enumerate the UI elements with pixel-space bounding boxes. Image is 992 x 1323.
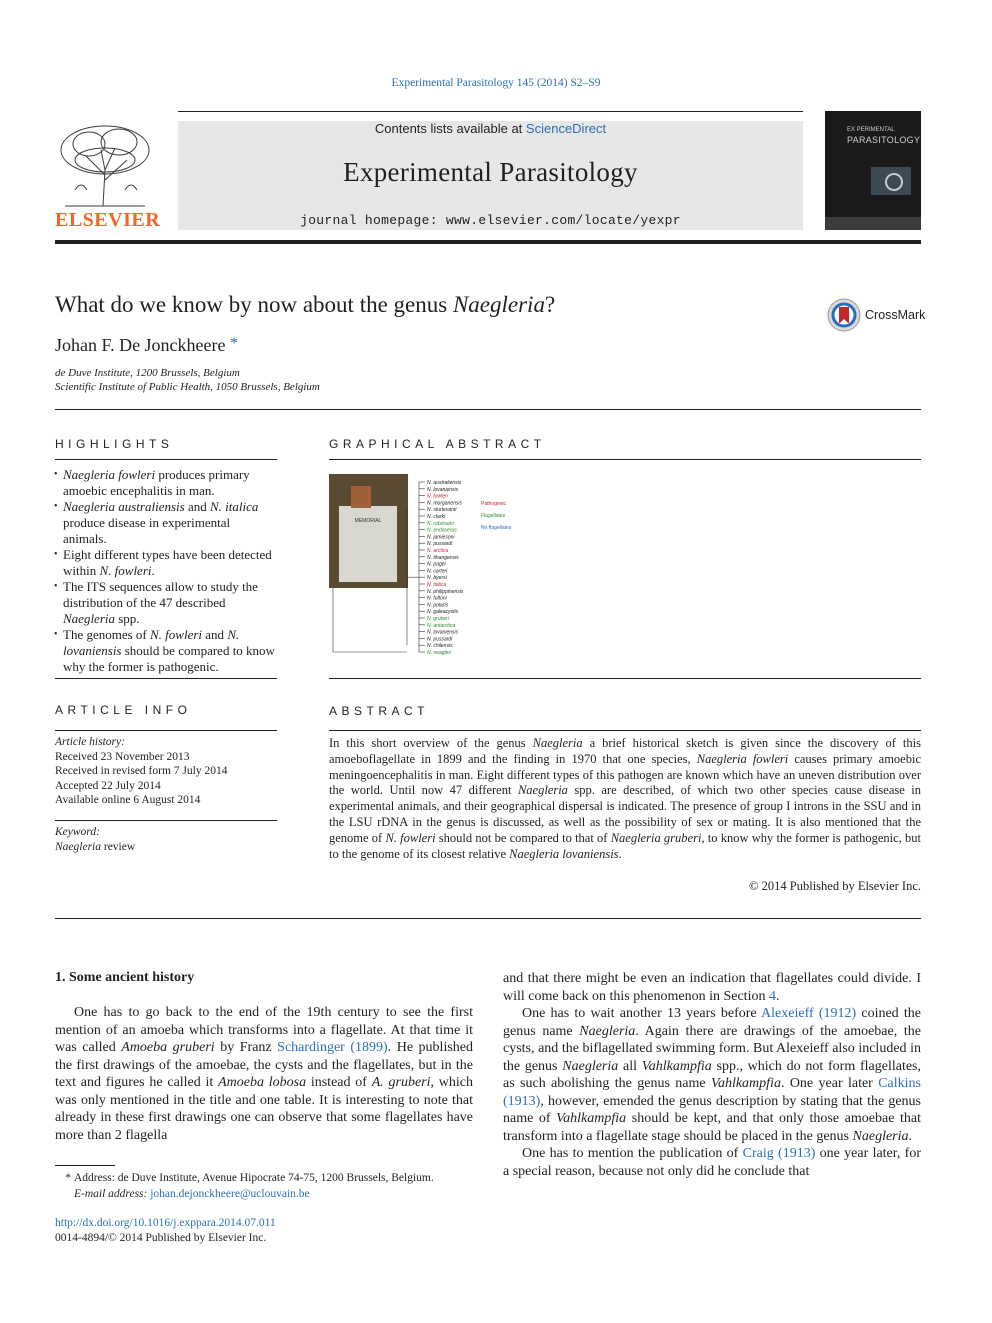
highlight-item: • Eight different types have been detected within N. fowleri. [55, 547, 277, 579]
taxon-label: N. pussardi [427, 636, 453, 643]
footnote [55, 1170, 475, 1202]
taxon-label: N. jamiesoni [427, 534, 455, 541]
crossmark-label: CrossMark [865, 308, 926, 322]
abstract-heading: ABSTRACT [329, 704, 430, 718]
crossmark-icon [827, 298, 863, 334]
affiliation-2: Scientific Institute of Public Health, 1050 Brussels, Belgium [55, 381, 320, 393]
taxon-label: N. arctica [427, 548, 449, 554]
taxon-label: N. lovaniensis [427, 629, 459, 636]
taxon-label: N. carteri [427, 568, 448, 575]
revised-date: Received in revised form 7 July 2014 [55, 765, 228, 777]
journal-cover[interactable] [825, 111, 921, 230]
abstract-rule [329, 730, 921, 731]
highlights-heading: HIGHLIGHTS [55, 437, 174, 451]
ref-calkins[interactable]: Calkins (1913) [503, 1076, 921, 1109]
taxon-label: N. antarctica [427, 622, 456, 629]
accepted-date: Accepted 22 July 2014 [55, 779, 161, 792]
sciencedirect-link[interactable]: ScienceDirect [525, 121, 607, 136]
taxon-label: N. galeacystis [427, 609, 459, 616]
body-column-left: One has to go back to the end of the 19th century to see the first mention of an amoeba which transforms into a flagellate. At that time it was called Amoeba gruberi by Franz Schardinger (1899). He published the first drawings of the amoebae, the cysts and the flagellates, but in the text and figures he called it Amoeba lobosa instead of A. gruberi, which was only mentioned in the title and one table. It is interesting to note that already in these first drawings one can observe that some flagellates have more than 2 flagella [55, 1005, 474, 1143]
taxon-label: N. polaris [427, 602, 449, 609]
taxon-label: N. neagleri [427, 650, 452, 656]
elsevier-tree-logo [55, 120, 155, 208]
taxon-label: N. pagei [427, 561, 446, 568]
history-rule [55, 820, 277, 821]
email-label: E-mail address: [74, 1188, 148, 1200]
cover-footer-band [825, 217, 921, 230]
affiliation-1: de Duve Institute, 1200 Brussels, Belgium [55, 367, 240, 379]
footnote-address: Address: de Duve Institute, Avenue Hipocrate 74-75, 1200 Brussels, Belgium. [74, 1172, 434, 1184]
taxon-label: N. clarki [427, 514, 446, 520]
ref-craig[interactable]: Craig (1913) [742, 1146, 816, 1161]
doi-block [55, 1216, 276, 1246]
article-info-heading: ARTICLE INFO [55, 703, 192, 717]
taxon-label: N. robinsoni [427, 520, 454, 527]
taxon-label: N. sturtevanti [427, 507, 457, 514]
contents-line: Contents lists available at ScienceDirect [374, 121, 607, 136]
taxon-label: N. chilensis [427, 643, 453, 650]
taxon-label: N. philippinensis [427, 588, 464, 595]
taxon-label: N. endoserus [427, 527, 457, 534]
journal-homepage[interactable]: journal homepage: www.elsevier.com/locate/yexpr [300, 213, 681, 228]
highlight-item: • The genomes of N. fowleri and N. lovaniensis should be compared to know why the former is pathogenic. [55, 627, 277, 675]
author-name[interactable]: Johan F. De Jonckheere * [55, 335, 239, 355]
ref-schardinger[interactable]: Schardinger (1899) [277, 1040, 388, 1055]
phylogenetic-tree [329, 474, 549, 664]
legend-entry: Pathogenic [481, 501, 507, 507]
highlight-item: • Naegleria fowleri produces primary amoebic encephalitis in man. [55, 467, 277, 499]
graphical-abstract-rule [329, 459, 921, 460]
taxon-label: N. morganensis [427, 500, 463, 507]
legend-entry: Flagellates [481, 513, 506, 519]
taxon-label: N. byersi [427, 575, 447, 582]
doi-link[interactable]: http://dx.doi.org/10.1016/j.exppara.2014.07.011 [55, 1217, 276, 1229]
ref-alexeieff[interactable]: Alexeieff (1912) [761, 1006, 857, 1021]
copyright-line: © 2014 Published by Elsevier Inc. [749, 879, 921, 893]
taxon-label: N. gruberi [427, 616, 449, 622]
section-1-heading: 1. Some ancient history [55, 970, 195, 985]
keyword-rest: review [101, 840, 136, 853]
ref-section-4[interactable]: 4 [768, 988, 776, 1004]
graphical-abstract-heading: GRAPHICAL ABSTRACT [329, 437, 546, 451]
article-history [55, 735, 227, 808]
footnote-mark: * [65, 1172, 71, 1184]
history-label: Article history: [55, 736, 125, 748]
taxon-label: N. pussardi [427, 541, 453, 548]
crossmark-badge[interactable] [827, 298, 927, 334]
journal-reference[interactable]: Experimental Parasitology 145 (2014) S2–S9 [391, 77, 601, 89]
article-info-rule [55, 730, 277, 731]
cover-small-text: EX PERIMENTAL [847, 127, 895, 133]
author-footnote-mark[interactable]: * [230, 335, 239, 352]
highlights-list [55, 467, 277, 675]
taxon-label: N. fultoni [427, 595, 447, 602]
taxon-label: N. lovaniensis [427, 486, 459, 493]
header-rule [178, 111, 803, 112]
graphical-abstract-bottom-rule [329, 678, 921, 679]
article-title: What do we know by now about the genus Naegleria? [55, 292, 556, 317]
highlights-rule [55, 459, 277, 460]
keyword-label: Keyword: [55, 826, 100, 838]
highlights-bottom-rule [55, 678, 277, 679]
highlight-item: • Naegleria australiensis and N. italica produce disease in experimental animals. [55, 499, 277, 547]
keywords [55, 825, 135, 854]
issn-line: 0014-4894/© 2014 Published by Elsevier Inc. [55, 1232, 267, 1244]
abstract-text: In this short overview of the genus Naegleria a brief historical sketch is given since the discovery of this amoeboflagellate in 1899 and the finding in 1970 that one species, Naegleria fowleri causes primary amoebic meningoencephalitis in man. Eight different types of this pathogen are known which have an uneven distribution over the world. Until now 47 different Naegleria spp. are described, of which two other species cause disease in experimental animals, and their geographical dispersal is indicated. The presence of group I introns in the SSU and in the LSU rDNA in the genus is discussed, as well as the possibility of sex or mating. It is also mentioned that the genome of N. fowleri should not be compared to that of Naegleria gruberi, to know why the former is pathogenic, but to the genome of its closest relative Naegleria lovaniensis. [329, 736, 921, 861]
taxon-label: N. tihangensis [427, 554, 459, 561]
taxon-label: N. fowleri [427, 493, 448, 500]
cover-ring-icon [885, 173, 903, 191]
footnote-rule [55, 1165, 115, 1166]
body-column-right: and that there might be even an indication that flagellates could divide. I will come back on this phenomenon in Section 4. One has to wait another 13 years before Alexeieff (1912) coined the genus name Naegleria. Again there are drawings of the amoebae, the cysts, and the biflagellated swimming form. But Alexeieff also included in the genus Naegleria all Vahlkampfia spp., which do not form flagellates, as such abolishing the genus name Vahlkampfia. One year later Calkins (1913), however, emended the genus description by stating that the genus name of Vahlkampfia should be kept, and that only those amoebae that transform into a flagellate stage should be placed in the genus Naegleria. One has to mention the publication of Craig (1913) one year later, for a special reason, because not only did he conclude that [503, 971, 922, 1179]
title-rule [55, 409, 921, 410]
journal-banner [178, 121, 803, 230]
legend-entry: No flagellates [481, 525, 512, 531]
keyword-genus: Naegleria [55, 840, 101, 853]
taxon-label: N. italica [427, 582, 447, 588]
elsevier-wordmark: ELSEVIER [55, 209, 161, 231]
header-thick-rule [55, 240, 921, 244]
cover-title: PARASITOLOGY [847, 135, 921, 145]
highlight-item: • The ITS sequences allow to study the distribution of the 47 described Naegleria spp. [55, 579, 277, 627]
memorial-caption: MEMORIAL [354, 518, 382, 524]
taxon-label: N. australiensis [427, 480, 462, 486]
journal-title: Experimental Parasitology [343, 157, 638, 187]
email-link[interactable]: johan.dejonckheere@uclouvain.be [150, 1188, 310, 1200]
abstract-bottom-rule [55, 918, 921, 919]
received-date: Received 23 November 2013 [55, 750, 190, 763]
online-date: Available online 6 August 2014 [55, 794, 201, 806]
